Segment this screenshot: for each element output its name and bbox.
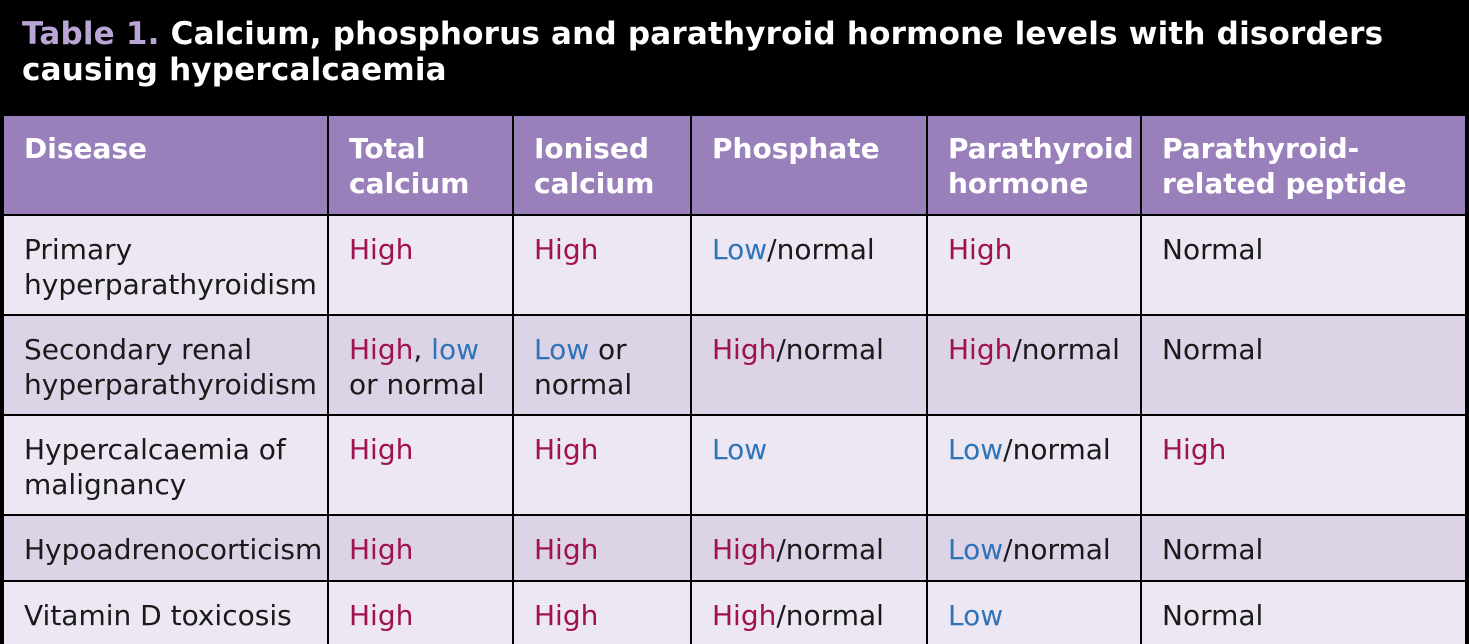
caption-text: Calcium, phosphorus and parathyroid hormone levels with disorders causing hypercalcaemia (22, 16, 1384, 88)
cell-total-calcium: High (328, 215, 513, 315)
cell-parathyroid-hormone: High/normal (927, 315, 1141, 415)
header-ionised-calcium: Ionised calcium (513, 115, 691, 215)
cell-total-calcium: High (328, 515, 513, 581)
cell-ionised-calcium: High (513, 581, 691, 644)
cell-total-calcium: High (328, 581, 513, 644)
header-parathyroid-related-peptide: Parathyroid-related peptide (1141, 115, 1466, 215)
cell-disease: Secondary renal hyperparathyroidism (3, 315, 328, 415)
cell-parathyroid-related-peptide: Normal (1141, 515, 1466, 581)
cell-total-calcium: High, low or normal (328, 315, 513, 415)
table-caption (2, 2, 1467, 114)
cell-total-calcium: High (328, 415, 513, 515)
table-row (3, 515, 1466, 581)
header-disease: Disease (3, 115, 328, 215)
cell-parathyroid-hormone: Low (927, 581, 1141, 644)
cell-parathyroid-related-peptide: Normal (1141, 581, 1466, 644)
table-row (3, 215, 1466, 315)
cell-disease: Hypoadrenocorticism (3, 515, 328, 581)
cell-parathyroid-related-peptide: Normal (1141, 315, 1466, 415)
table-row (3, 415, 1466, 515)
cell-phosphate: High/normal (691, 315, 927, 415)
cell-ionised-calcium: Low or normal (513, 315, 691, 415)
header-phosphate: Phosphate (691, 115, 927, 215)
cell-parathyroid-related-peptide: High (1141, 415, 1466, 515)
cell-parathyroid-hormone: Low/normal (927, 415, 1141, 515)
cell-parathyroid-hormone: High (927, 215, 1141, 315)
cell-phosphate: High/normal (691, 581, 927, 644)
data-table (2, 114, 1467, 644)
cell-parathyroid-related-peptide: Normal (1141, 215, 1466, 315)
cell-phosphate: Low/normal (691, 215, 927, 315)
header-total-calcium: Total calcium (328, 115, 513, 215)
header-parathyroid-hormone: Parathyroid hormone (927, 115, 1141, 215)
cell-disease: Hypercalcaemia of malignancy (3, 415, 328, 515)
cell-ionised-calcium: High (513, 515, 691, 581)
table-row (3, 581, 1466, 644)
cell-disease: Vitamin D toxicosis (3, 581, 328, 644)
cell-parathyroid-hormone: Low/normal (927, 515, 1141, 581)
cell-phosphate: Low (691, 415, 927, 515)
table-row (3, 315, 1466, 415)
cell-ionised-calcium: High (513, 415, 691, 515)
header-row (3, 115, 1466, 215)
cell-phosphate: High/normal (691, 515, 927, 581)
caption-label: Table 1. (22, 16, 160, 52)
cell-disease: Primary hyperparathyroidism (3, 215, 328, 315)
cell-ionised-calcium: High (513, 215, 691, 315)
